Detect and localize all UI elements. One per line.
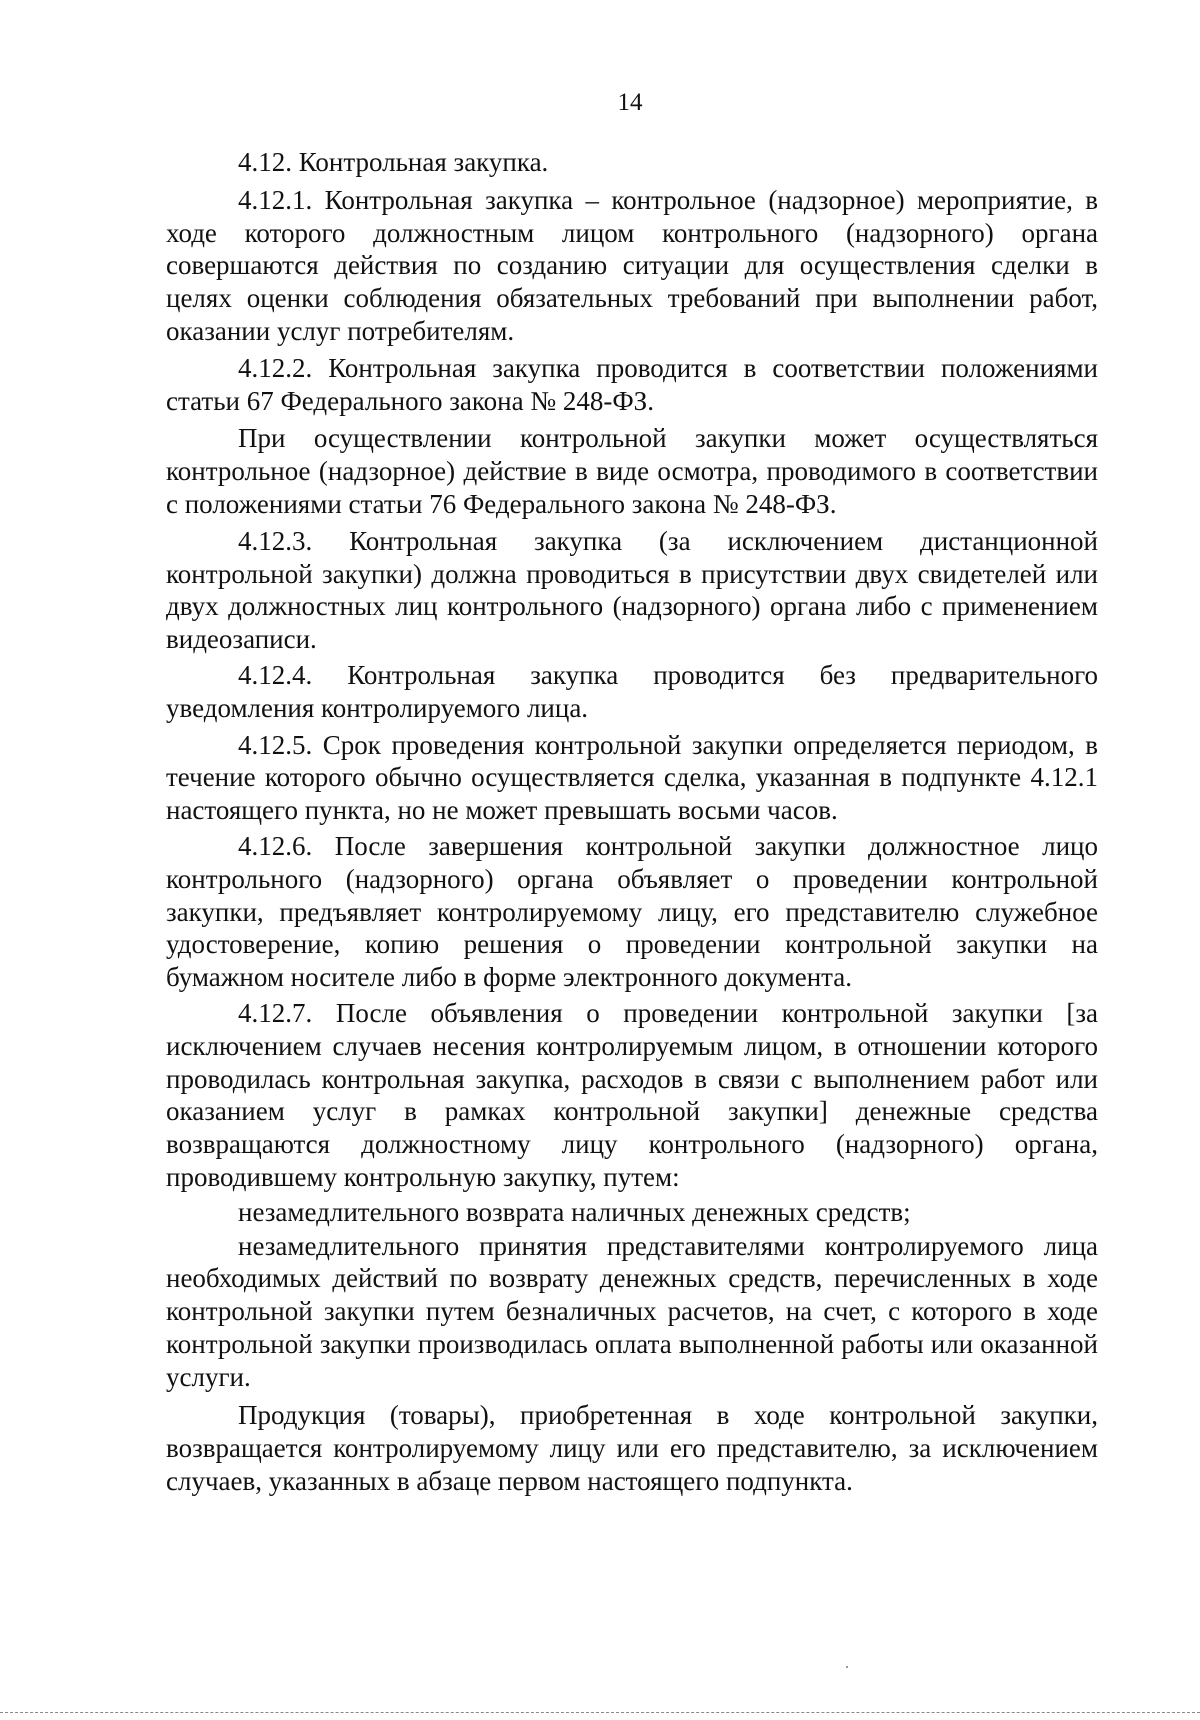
- paragraph-cash-return: незамедлительного возврата наличных денежных средств;: [238, 1196, 911, 1227]
- paragraph-inspection: При осуществлении контрольной закупки может осуществляться контрольное (надзорное) действие в виде осмотра, проводимого в соответствии с положениями статьи 76 Федерального закона № 248-ФЗ.: [166, 423, 1098, 519]
- paragraph-4-12-7: 4.12.7. После объявления о проведении контрольной закупки [за исключением случаев несения контролируемым лицом, в отношении которого проводилась контрольная закупка, расходов в связи с выполнением работ или оказанием услуг в рамках контрольной закупки] денежные средства возвращаются должностному лицу контрольного (надзорного) органа, проводившему контрольную закупку, путем:: [166, 997, 1098, 1192]
- document-body: [166, 146, 1098, 1498]
- paragraph-4-12-6: 4.12.6. После завершения контрольной закупки должностное лицо контрольного (надзорного) органа объявляет о проведении контрольной закупки, предъявляет контролируемому лицу, его представителю служебное удостоверение, копию решения о проведении контрольной закупки на бумажном носителе либо в форме электронного документа.: [166, 830, 1098, 993]
- scan-bottom-edge: [0, 1712, 1200, 1713]
- paragraph-noncash-return: незамедлительного принятия представителями контролируемого лица необходимых действий по возврату денежных средств, перечисленных в ходе контрольной закупки путем безналичных расчетов, на счет, с которого в ходе контрольной закупки производилась оплата выполненной работы или оказанной услуги.: [166, 1230, 1098, 1392]
- paragraph-4-12-4: 4.12.4. Контрольная закупка проводится без предварительного уведомления контролируемого лица.: [166, 659, 1098, 723]
- paragraph-goods-return: Продукция (товары), приобретенная в ходе контрольной закупки, возвращается контролируемому лицу или его представителю, за исключением случаев, указанных в абзаце первом настоящего подпункта.: [166, 1400, 1098, 1497]
- paragraph-4-12-5: 4.12.5. Срок проведения контрольной закупки определяется периодом, в течение которого обычно осуществляется сделка, указанная в подпункте 4.12.1 настоящего пункта, но не может превышать восьми часов.: [166, 729, 1098, 826]
- page-number: 14: [617, 89, 643, 116]
- paragraph-4-12-heading: 4.12. Контрольная закупка.: [238, 147, 549, 177]
- paragraph-4-12-3: 4.12.3. Контрольная закупка (за исключением дистанционной контрольной закупки) должна проводиться в присутствии двух свидетелей или двух должностных лиц контрольного (надзорного) органа либо с применением видеозаписи.: [166, 525, 1098, 655]
- paragraph-4-12-1: 4.12.1. Контрольная закупка – контрольное (надзорное) мероприятие, в ходе которого должностным лицом контрольного (надзорного) органа совершаются действия по созданию ситуации для осуществления сделки в целях оценки соблюдения обязательных требований при выполнении работ, оказании услуг потребителям.: [166, 184, 1098, 346]
- paragraph-4-12-2: 4.12.2. Контрольная закупка проводится в соответствии положениями статьи 67 Федерального закона № 248-ФЗ.: [166, 352, 1098, 416]
- scan-speck: [846, 1666, 848, 1668]
